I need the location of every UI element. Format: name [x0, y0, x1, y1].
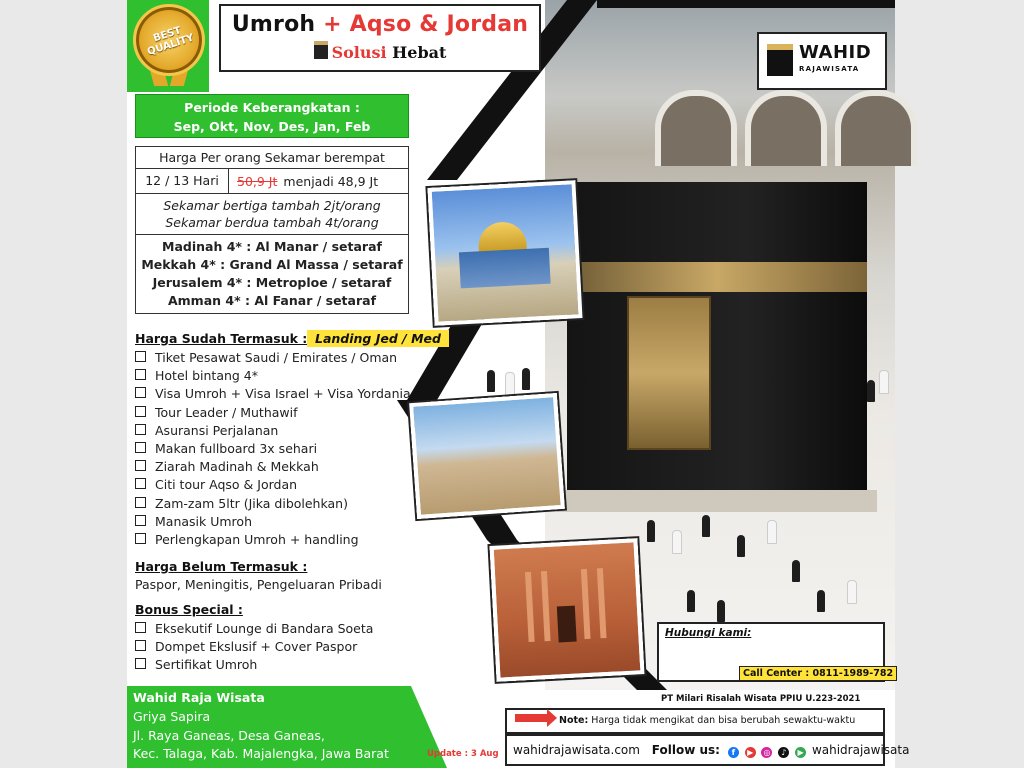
period-months: Sep, Okt, Nov, Des, Jan, Feb [173, 119, 371, 134]
surcharge-triple: Sekamar bertiga tambah 2jt/orang [163, 198, 381, 213]
period-label: Periode Keberangkatan : [184, 100, 360, 115]
petra-column [541, 571, 551, 641]
checkbox-icon [135, 424, 146, 435]
surcharge-double: Sekamar berdua tambah 4t/orang [165, 215, 379, 230]
petra-doorway [557, 606, 577, 643]
facebook-icon[interactable]: f [728, 747, 739, 758]
address-line: Griya Sapira [133, 709, 211, 724]
mosque-courtyard-photo [409, 393, 565, 519]
list-item: Eksekutif Lounge di Bandara Soeta [135, 620, 373, 638]
subtitle-solusi: Solusi [331, 43, 387, 62]
tiktok-icon[interactable]: ♪ [778, 747, 789, 758]
checkbox-icon [135, 387, 146, 398]
not-included-text: Paspor, Meningitis, Pengeluaran Pribadi [135, 577, 382, 592]
checkbox-icon [135, 406, 146, 417]
list-item: Ziarah Madinah & Mekkah [135, 458, 411, 476]
company-name: Wahid Raja Wisata [133, 690, 265, 705]
social-handle[interactable]: wahidrajawisata [811, 743, 910, 757]
social-bar [505, 734, 910, 766]
price-table [135, 146, 409, 314]
checkbox-icon [135, 497, 146, 508]
bonus-heading: Bonus Special : [135, 602, 243, 617]
list-item: Hotel bintang 4* [135, 367, 411, 385]
checkbox-icon [135, 533, 146, 544]
old-price: 50,9 Jt [237, 173, 278, 189]
play-store-icon[interactable]: ▶ [795, 747, 806, 758]
not-included-heading: Harga Belum Termasuk : [135, 559, 308, 574]
promo-flyer [127, 0, 910, 768]
arrow-right-icon [515, 714, 549, 722]
best-quality-badge [133, 4, 205, 76]
price-header: Harga Per orang Sekamar berempat [136, 147, 408, 169]
website-link[interactable]: wahidrajawisata.com [513, 743, 640, 757]
list-item: Citi tour Aqso & Jordan [135, 476, 411, 494]
list-item: Manasik Umroh [135, 513, 411, 531]
dome-of-the-rock-photo [427, 180, 582, 326]
departure-period [135, 94, 409, 138]
hotel-madinah: Madinah 4* : Al Manar / setaraf [162, 239, 382, 254]
trip-duration: 12 / 13 Hari [136, 169, 229, 193]
hotel-amman: Amman 4* : Al Fanar / setaraf [167, 293, 377, 308]
price-note [505, 708, 885, 734]
title-umroh: Umroh [231, 12, 316, 37]
price-row [136, 169, 408, 194]
license-text: PT Milari Risalah Wisata PPIU U.223-2021 [661, 694, 861, 704]
youtube-icon[interactable]: ▶ [745, 747, 756, 758]
kaaba-logo-icon [767, 44, 793, 76]
hotel-jerusalem: Jerusalem 4* : Metroploe / setaraf [152, 275, 392, 290]
petra-treasury-photo [490, 538, 645, 682]
petra-column [525, 572, 535, 642]
call-center-number[interactable]: Call Center : 0811-1989-782 [739, 666, 897, 681]
contact-label: Hubungi kami: [665, 627, 752, 639]
badge-text: BEST QUALITY [146, 25, 196, 58]
checkbox-icon [135, 369, 146, 380]
petra-column [581, 569, 591, 639]
list-item: Perlengkapan Umroh + handling [135, 531, 411, 549]
checkbox-icon [135, 478, 146, 489]
list-item: Visa Umroh + Visa Israel + Visa Yordania [135, 385, 411, 403]
checkbox-icon [135, 351, 146, 362]
note-label: Note: [559, 715, 589, 726]
hotel-list [136, 235, 408, 313]
title-box [219, 4, 541, 72]
list-item: Tour Leader / Muthawif [135, 404, 411, 422]
update-date: Update : 3 Aug [427, 749, 499, 759]
checkbox-icon [135, 622, 146, 633]
instagram-icon[interactable]: ◎ [761, 747, 772, 758]
checkbox-icon [135, 640, 146, 651]
checkbox-icon [135, 460, 146, 471]
landing-tag: Landing Jed / Med [307, 330, 449, 347]
logo-subtitle: RAJAWISATA [799, 65, 860, 73]
checkbox-icon [135, 515, 146, 526]
list-item: Makan fullboard 3x sehari [135, 440, 411, 458]
title-aqso-jordan: + Aqso & Jordan [323, 12, 529, 37]
petra-column [597, 568, 607, 638]
checkbox-icon [135, 658, 146, 669]
included-heading: Harga Sudah Termasuk : [135, 331, 308, 346]
address-line: Kec. Talaga, Kab. Majalengka, Jawa Barat [133, 746, 389, 761]
follow-label: Follow us: [651, 743, 720, 757]
kaaba-icon [314, 41, 328, 59]
list-item: Dompet Ekslusif + Cover Paspor [135, 638, 373, 656]
list-item: Sertifikat Umroh [135, 656, 373, 674]
page-title [221, 12, 539, 37]
dome-building [459, 248, 551, 289]
subtitle-hebat: Hebat [392, 43, 447, 62]
included-list [135, 349, 411, 549]
address-line: Jl. Raya Ganeas, Desa Ganeas, [133, 727, 325, 743]
new-price: menjadi 48,9 Jt [283, 173, 379, 189]
subtitle [221, 41, 539, 62]
list-item: Asuransi Perjalanan [135, 422, 411, 440]
logo-name: WAHID [799, 42, 872, 63]
list-item: Tiket Pesawat Saudi / Emirates / Oman [135, 349, 411, 367]
company-address [133, 708, 389, 764]
bonus-list [135, 620, 373, 675]
hotel-mekkah: Mekkah 4* : Grand Al Massa / setaraf [141, 257, 403, 272]
note-text: Harga tidak mengikat dan bisa berubah sewaktu-waktu [591, 715, 856, 726]
list-item: Zam-zam 5ltr (Jika dibolehkan) [135, 495, 411, 513]
company-logo [757, 32, 887, 90]
checkbox-icon [135, 442, 146, 453]
room-surcharges [136, 194, 408, 235]
